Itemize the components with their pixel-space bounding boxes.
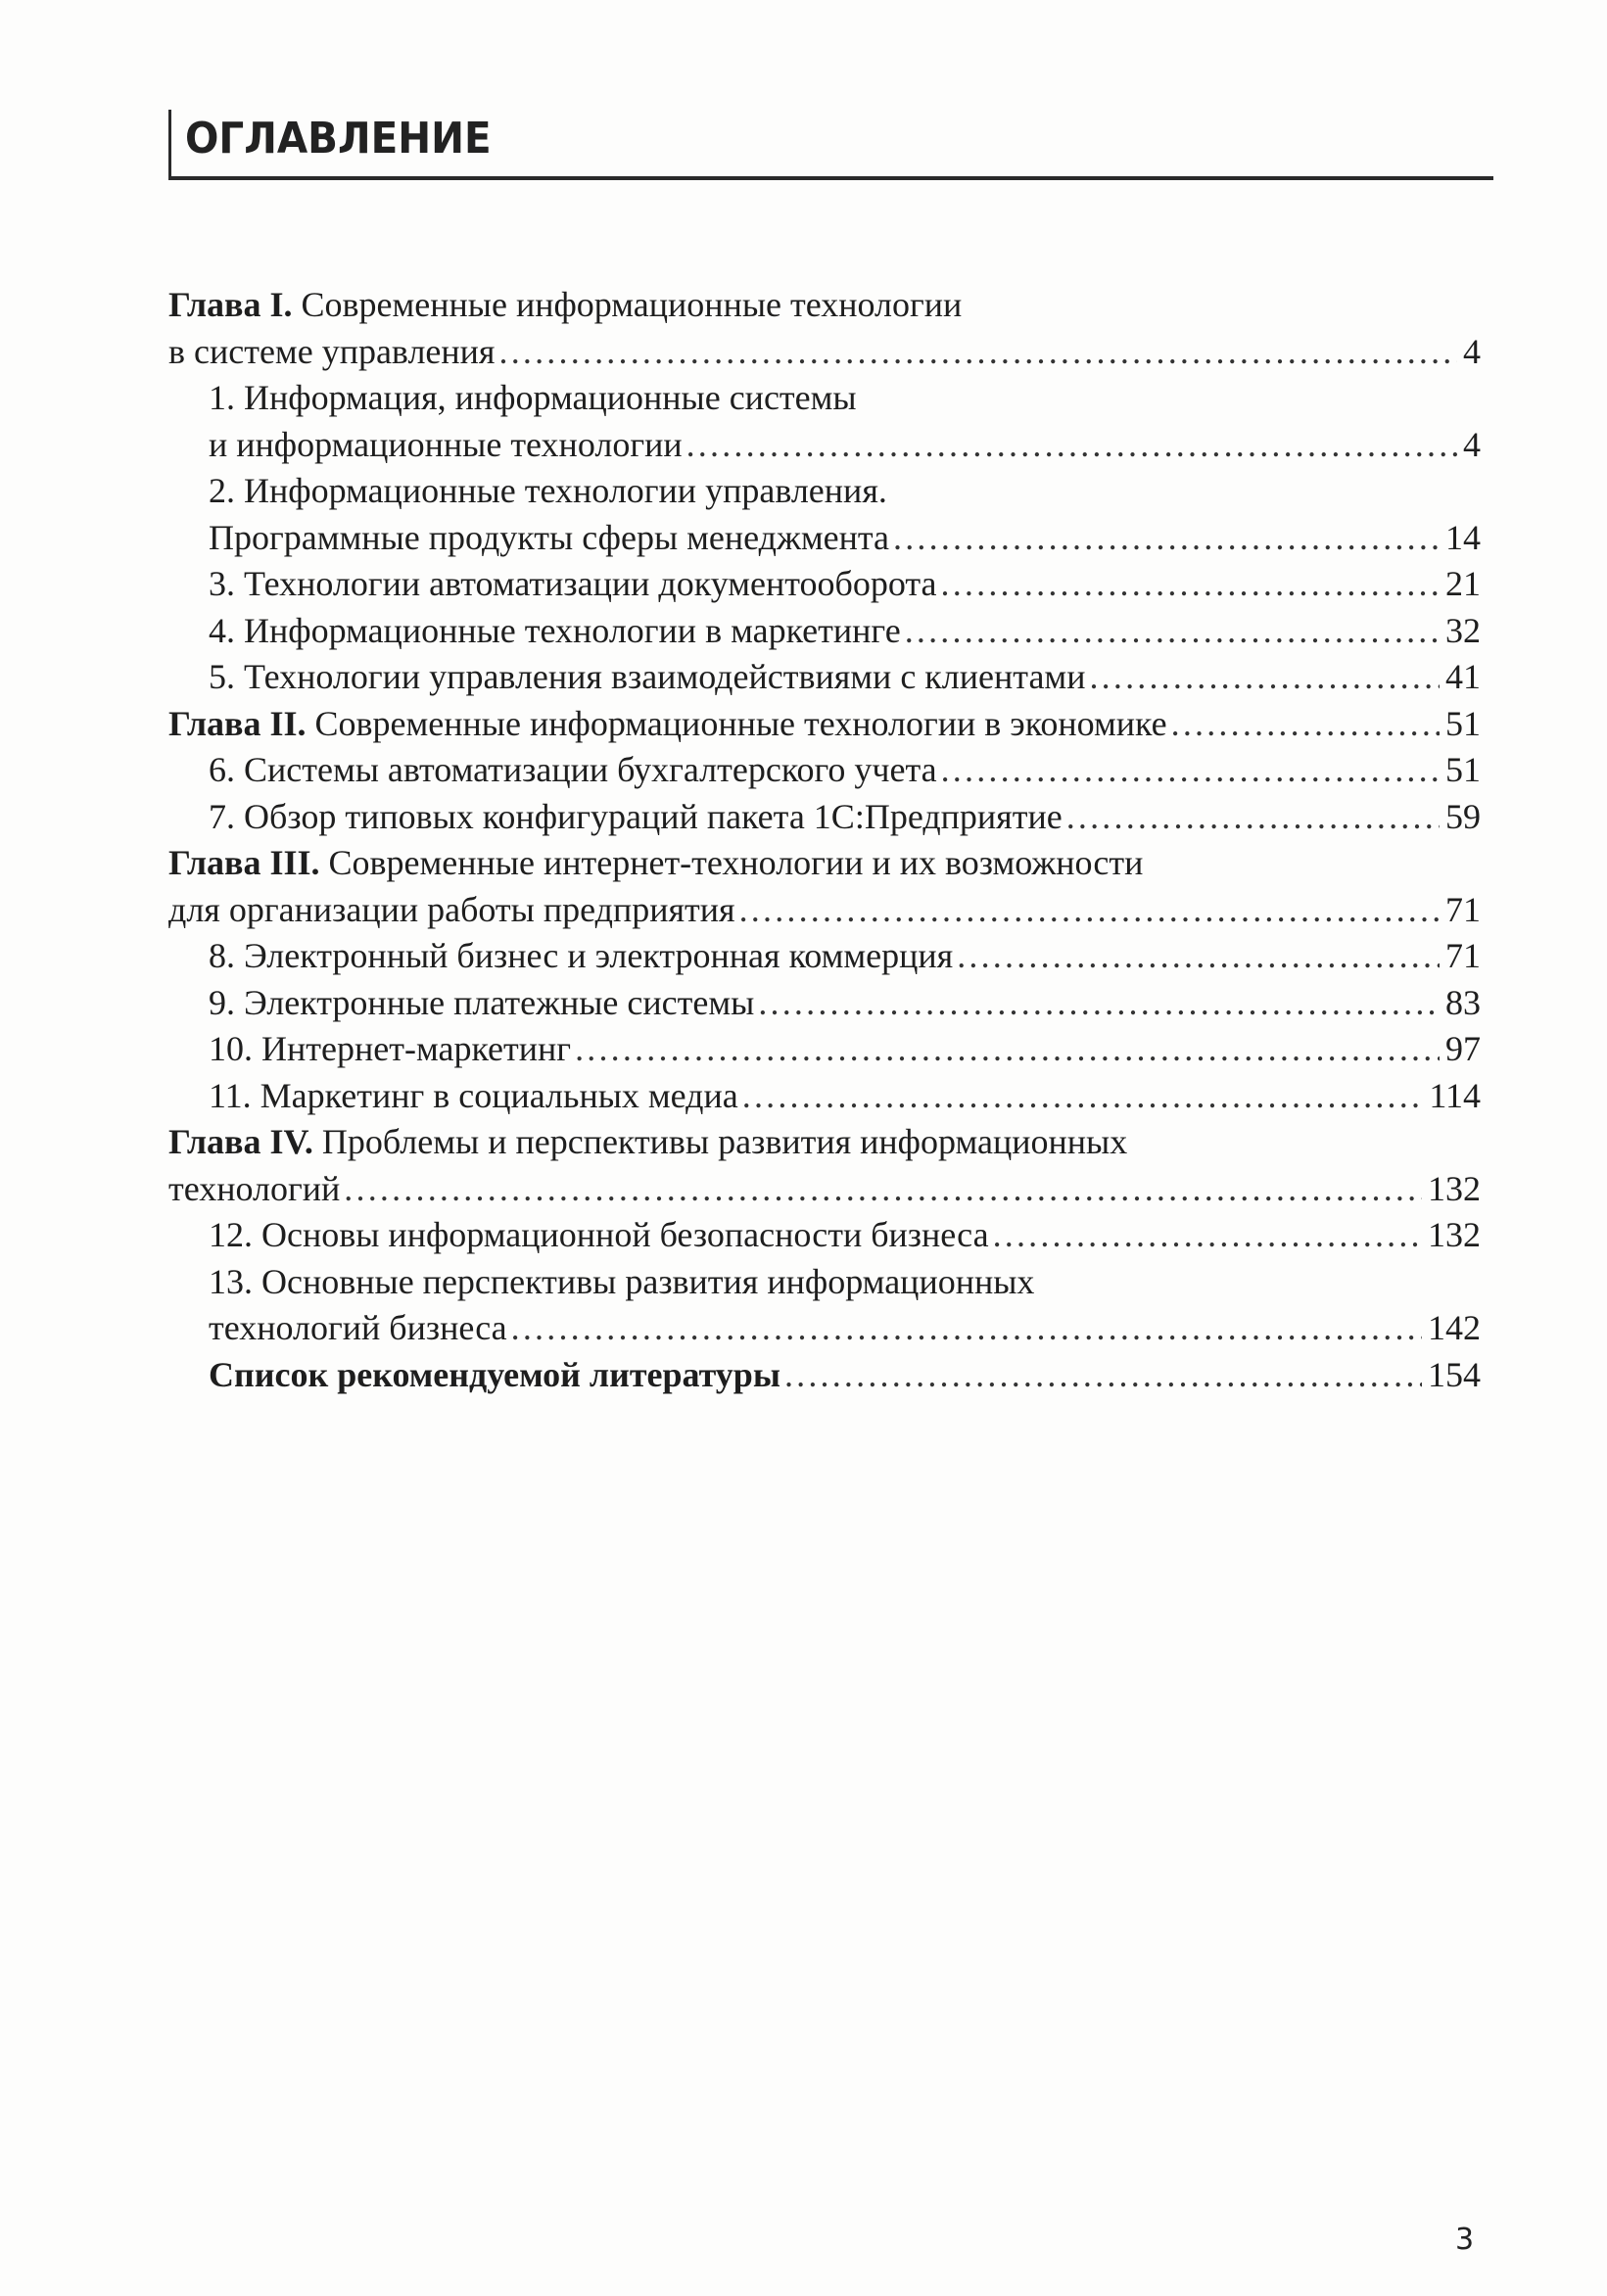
chapter-title-cont: в системе управления xyxy=(168,331,496,371)
toc-heading: ОГЛАВЛЕНИЕ xyxy=(185,114,492,164)
dot-leader xyxy=(575,1026,1440,1073)
toc-section-13-line1 xyxy=(168,1259,1481,1306)
chapter-label: Глава III. xyxy=(168,843,320,882)
toc-page-number: 51 xyxy=(1445,703,1481,743)
section-title: 2. Информационные технологии управления. xyxy=(209,471,887,510)
toc-page-number: 14 xyxy=(1445,517,1481,557)
toc-page-number: 4 xyxy=(1463,424,1481,464)
chapter-label: Глава II. xyxy=(168,703,307,743)
section-title: 6. Системы автоматизации бухгалтерского учета xyxy=(209,750,937,789)
table-of-contents xyxy=(168,282,1481,1398)
section-title: 12. Основы информационной безопасности бизнеса xyxy=(209,1215,989,1254)
toc-page-number: 32 xyxy=(1445,610,1481,650)
toc-section-2-line1 xyxy=(168,468,1481,515)
section-title-cont: и информационные технологии xyxy=(209,424,683,464)
section-title: 7. Обзор типовых конфигураций пакета 1С:Предприятие xyxy=(209,796,1063,836)
chapter-title: Современные информационные технологии в экономике xyxy=(314,703,1167,743)
toc-section-11[interactable] xyxy=(168,1073,1481,1120)
toc-section-13[interactable] xyxy=(168,1305,1481,1352)
toc-section-6[interactable] xyxy=(168,747,1481,794)
section-title-cont: технологий бизнеса xyxy=(209,1308,507,1347)
chapter-title: Проблемы и перспективы развития информационных xyxy=(321,1122,1128,1161)
toc-page-number: 154 xyxy=(1428,1354,1481,1394)
toc-section-9[interactable] xyxy=(168,980,1481,1027)
chapter-title-cont: для организации работы предприятия xyxy=(168,889,735,929)
toc-page-number: 71 xyxy=(1445,889,1481,929)
toc-page-number: 132 xyxy=(1428,1215,1481,1254)
toc-page-number: 41 xyxy=(1445,657,1481,696)
dot-leader xyxy=(784,1352,1422,1399)
dot-leader xyxy=(1066,794,1440,841)
dot-leader xyxy=(941,561,1440,608)
section-title: 13. Основные перспективы развития информационных xyxy=(209,1261,1035,1301)
chapter-label: Глава IV. xyxy=(168,1122,313,1161)
toc-section-3[interactable] xyxy=(168,561,1481,608)
dot-leader xyxy=(905,608,1440,655)
toc-page-number: 114 xyxy=(1429,1075,1481,1115)
page-number: 3 xyxy=(1455,2223,1475,2257)
references-title: Список рекомендуемой литературы xyxy=(209,1354,780,1394)
toc-section-1-line1 xyxy=(168,375,1481,422)
dot-leader xyxy=(993,1212,1422,1259)
toc-section-4[interactable] xyxy=(168,608,1481,655)
toc-page-number: 142 xyxy=(1428,1308,1481,1347)
chapter-title: Современные информационные технологии xyxy=(301,285,963,324)
section-title: 9. Электронные платежные системы xyxy=(209,982,755,1022)
dot-leader xyxy=(499,329,1458,376)
toc-page-number: 97 xyxy=(1445,1029,1481,1068)
toc-chapter-3-line1 xyxy=(168,840,1481,887)
toc-page-number: 71 xyxy=(1445,936,1481,975)
toc-section-8[interactable] xyxy=(168,933,1481,980)
toc-section-12[interactable] xyxy=(168,1212,1481,1259)
toc-page-number: 132 xyxy=(1428,1168,1481,1208)
section-title: 3. Технологии автоматизации документооборота xyxy=(209,564,937,603)
toc-chapter-1-line1 xyxy=(168,282,1481,329)
section-title: 1. Информация, информационные системы xyxy=(209,378,857,417)
section-title: 4. Информационные технологии в маркетинге xyxy=(209,610,901,650)
toc-page-number: 4 xyxy=(1463,331,1481,371)
dot-leader xyxy=(739,887,1440,934)
toc-chapter-1[interactable] xyxy=(168,329,1481,376)
dot-leader xyxy=(686,422,1457,469)
toc-chapter-4-line1 xyxy=(168,1119,1481,1166)
dot-leader xyxy=(941,747,1440,794)
section-title: 10. Интернет-маркетинг xyxy=(209,1029,572,1068)
chapter-title: Современные интернет-технологии и их возможности xyxy=(328,843,1144,882)
dot-leader xyxy=(957,933,1440,980)
toc-section-1[interactable] xyxy=(168,422,1481,469)
section-title: 8. Электронный бизнес и электронная коммерция xyxy=(209,936,954,975)
dot-leader xyxy=(758,980,1440,1027)
dot-leader xyxy=(511,1305,1422,1352)
toc-section-10[interactable] xyxy=(168,1026,1481,1073)
toc-section-7[interactable] xyxy=(168,794,1481,841)
toc-section-5[interactable] xyxy=(168,654,1481,701)
toc-references[interactable] xyxy=(168,1352,1481,1399)
toc-chapter-2[interactable] xyxy=(168,701,1481,748)
dot-leader xyxy=(742,1073,1424,1120)
toc-page-number: 83 xyxy=(1445,982,1481,1022)
section-title: 5. Технологии управления взаимодействиями с клиентами xyxy=(209,657,1086,696)
section-title-cont: Программные продукты сферы менеджмента xyxy=(209,517,890,557)
toc-page-number: 59 xyxy=(1445,796,1481,836)
toc-chapter-3[interactable] xyxy=(168,887,1481,934)
section-title: 11. Маркетинг в социальных медиа xyxy=(209,1075,738,1115)
dot-leader xyxy=(344,1166,1422,1213)
toc-section-2[interactable] xyxy=(168,515,1481,562)
toc-page-number: 21 xyxy=(1445,564,1481,603)
dot-leader xyxy=(1089,654,1440,701)
chapter-title-cont: технологий xyxy=(168,1168,341,1208)
dot-leader xyxy=(893,515,1440,562)
toc-chapter-4[interactable] xyxy=(168,1166,1481,1213)
chapter-label: Глава I. xyxy=(168,285,293,324)
dot-leader xyxy=(1171,701,1440,748)
toc-heading-frame xyxy=(168,110,1493,180)
toc-page-number: 51 xyxy=(1445,750,1481,789)
